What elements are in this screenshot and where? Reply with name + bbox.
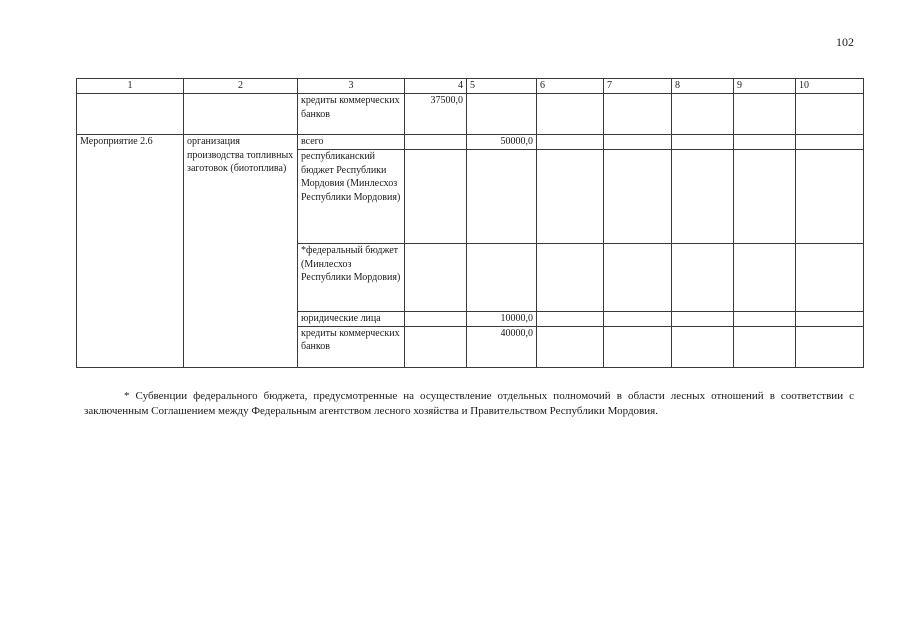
header-cell-3: 3 [298,79,405,94]
value-col5-cell: 10000,0 [467,312,537,327]
empty-cell [604,94,672,135]
value-col5-cell: 50000,0 [467,135,537,150]
empty-cell [537,135,604,150]
empty-cell [672,150,734,244]
value-col4-cell: 37500,0 [405,94,467,135]
page-number: 102 [836,35,854,49]
empty-cell [796,135,864,150]
value-col4-cell [405,326,467,367]
value-col5-cell [467,94,537,135]
value-col4-cell [405,150,467,244]
funding-source-cell: кредиты коммерческих банков [298,94,405,135]
empty-cell [796,94,864,135]
empty-cell [537,150,604,244]
header-cell-7: 7 [604,79,672,94]
funding-source-cell: *федеральный бюджет (Минлесхоз Республики Мордовия) [298,244,405,312]
empty-cell [796,150,864,244]
empty-cell [796,326,864,367]
value-col5-cell: 40000,0 [467,326,537,367]
measure-description-cell: организация производства топливных заготовок (биотоплива) [184,135,298,368]
empty-cell [734,244,796,312]
empty-cell [672,312,734,327]
header-row [77,79,864,94]
empty-cell [604,326,672,367]
empty-cell [604,135,672,150]
row-label-cell [77,94,184,135]
empty-cell [537,326,604,367]
budget-table [76,78,864,368]
header-cell-10: 10 [796,79,864,94]
measure-label-cell: Мероприятие 2.6 [77,135,184,368]
empty-cell [672,135,734,150]
empty-cell [672,244,734,312]
empty-cell [734,135,796,150]
empty-cell [672,326,734,367]
empty-cell [604,312,672,327]
value-col4-cell [405,135,467,150]
empty-cell [537,94,604,135]
empty-cell [734,312,796,327]
value-col5-cell [467,244,537,312]
empty-cell [734,94,796,135]
header-cell-1: 1 [77,79,184,94]
empty-cell [734,150,796,244]
header-cell-4: 4 [405,79,467,94]
value-col4-cell [405,312,467,327]
value-col4-cell [405,244,467,312]
empty-cell [672,94,734,135]
empty-cell [604,150,672,244]
empty-cell [604,244,672,312]
funding-source-cell: кредиты коммерческих банков [298,326,405,367]
funding-source-cell: юридические лица [298,312,405,327]
empty-cell [734,326,796,367]
empty-cell [796,312,864,327]
value-col5-cell [467,150,537,244]
funding-source-cell: республиканский бюджет Республики Мордовия (Минлесхоз Республики Мордовия) [298,150,405,244]
header-cell-2: 2 [184,79,298,94]
header-cell-8: 8 [672,79,734,94]
table-row [77,94,864,135]
header-cell-9: 9 [734,79,796,94]
row-description-cell [184,94,298,135]
funding-source-cell: всего [298,135,405,150]
footnote: * Субвенции федерального бюджета, предусмотренные на осуществление отдельных полномочий в области лесных отношений в соответствии с заключенным Соглашением между Федеральным агентством лесного хозяйства и Правительством Республики Мордовия. [84,390,854,417]
empty-cell [796,244,864,312]
empty-cell [537,244,604,312]
header-cell-5: 5 [467,79,537,94]
empty-cell [537,312,604,327]
table-row [77,135,864,150]
header-cell-6: 6 [537,79,604,94]
